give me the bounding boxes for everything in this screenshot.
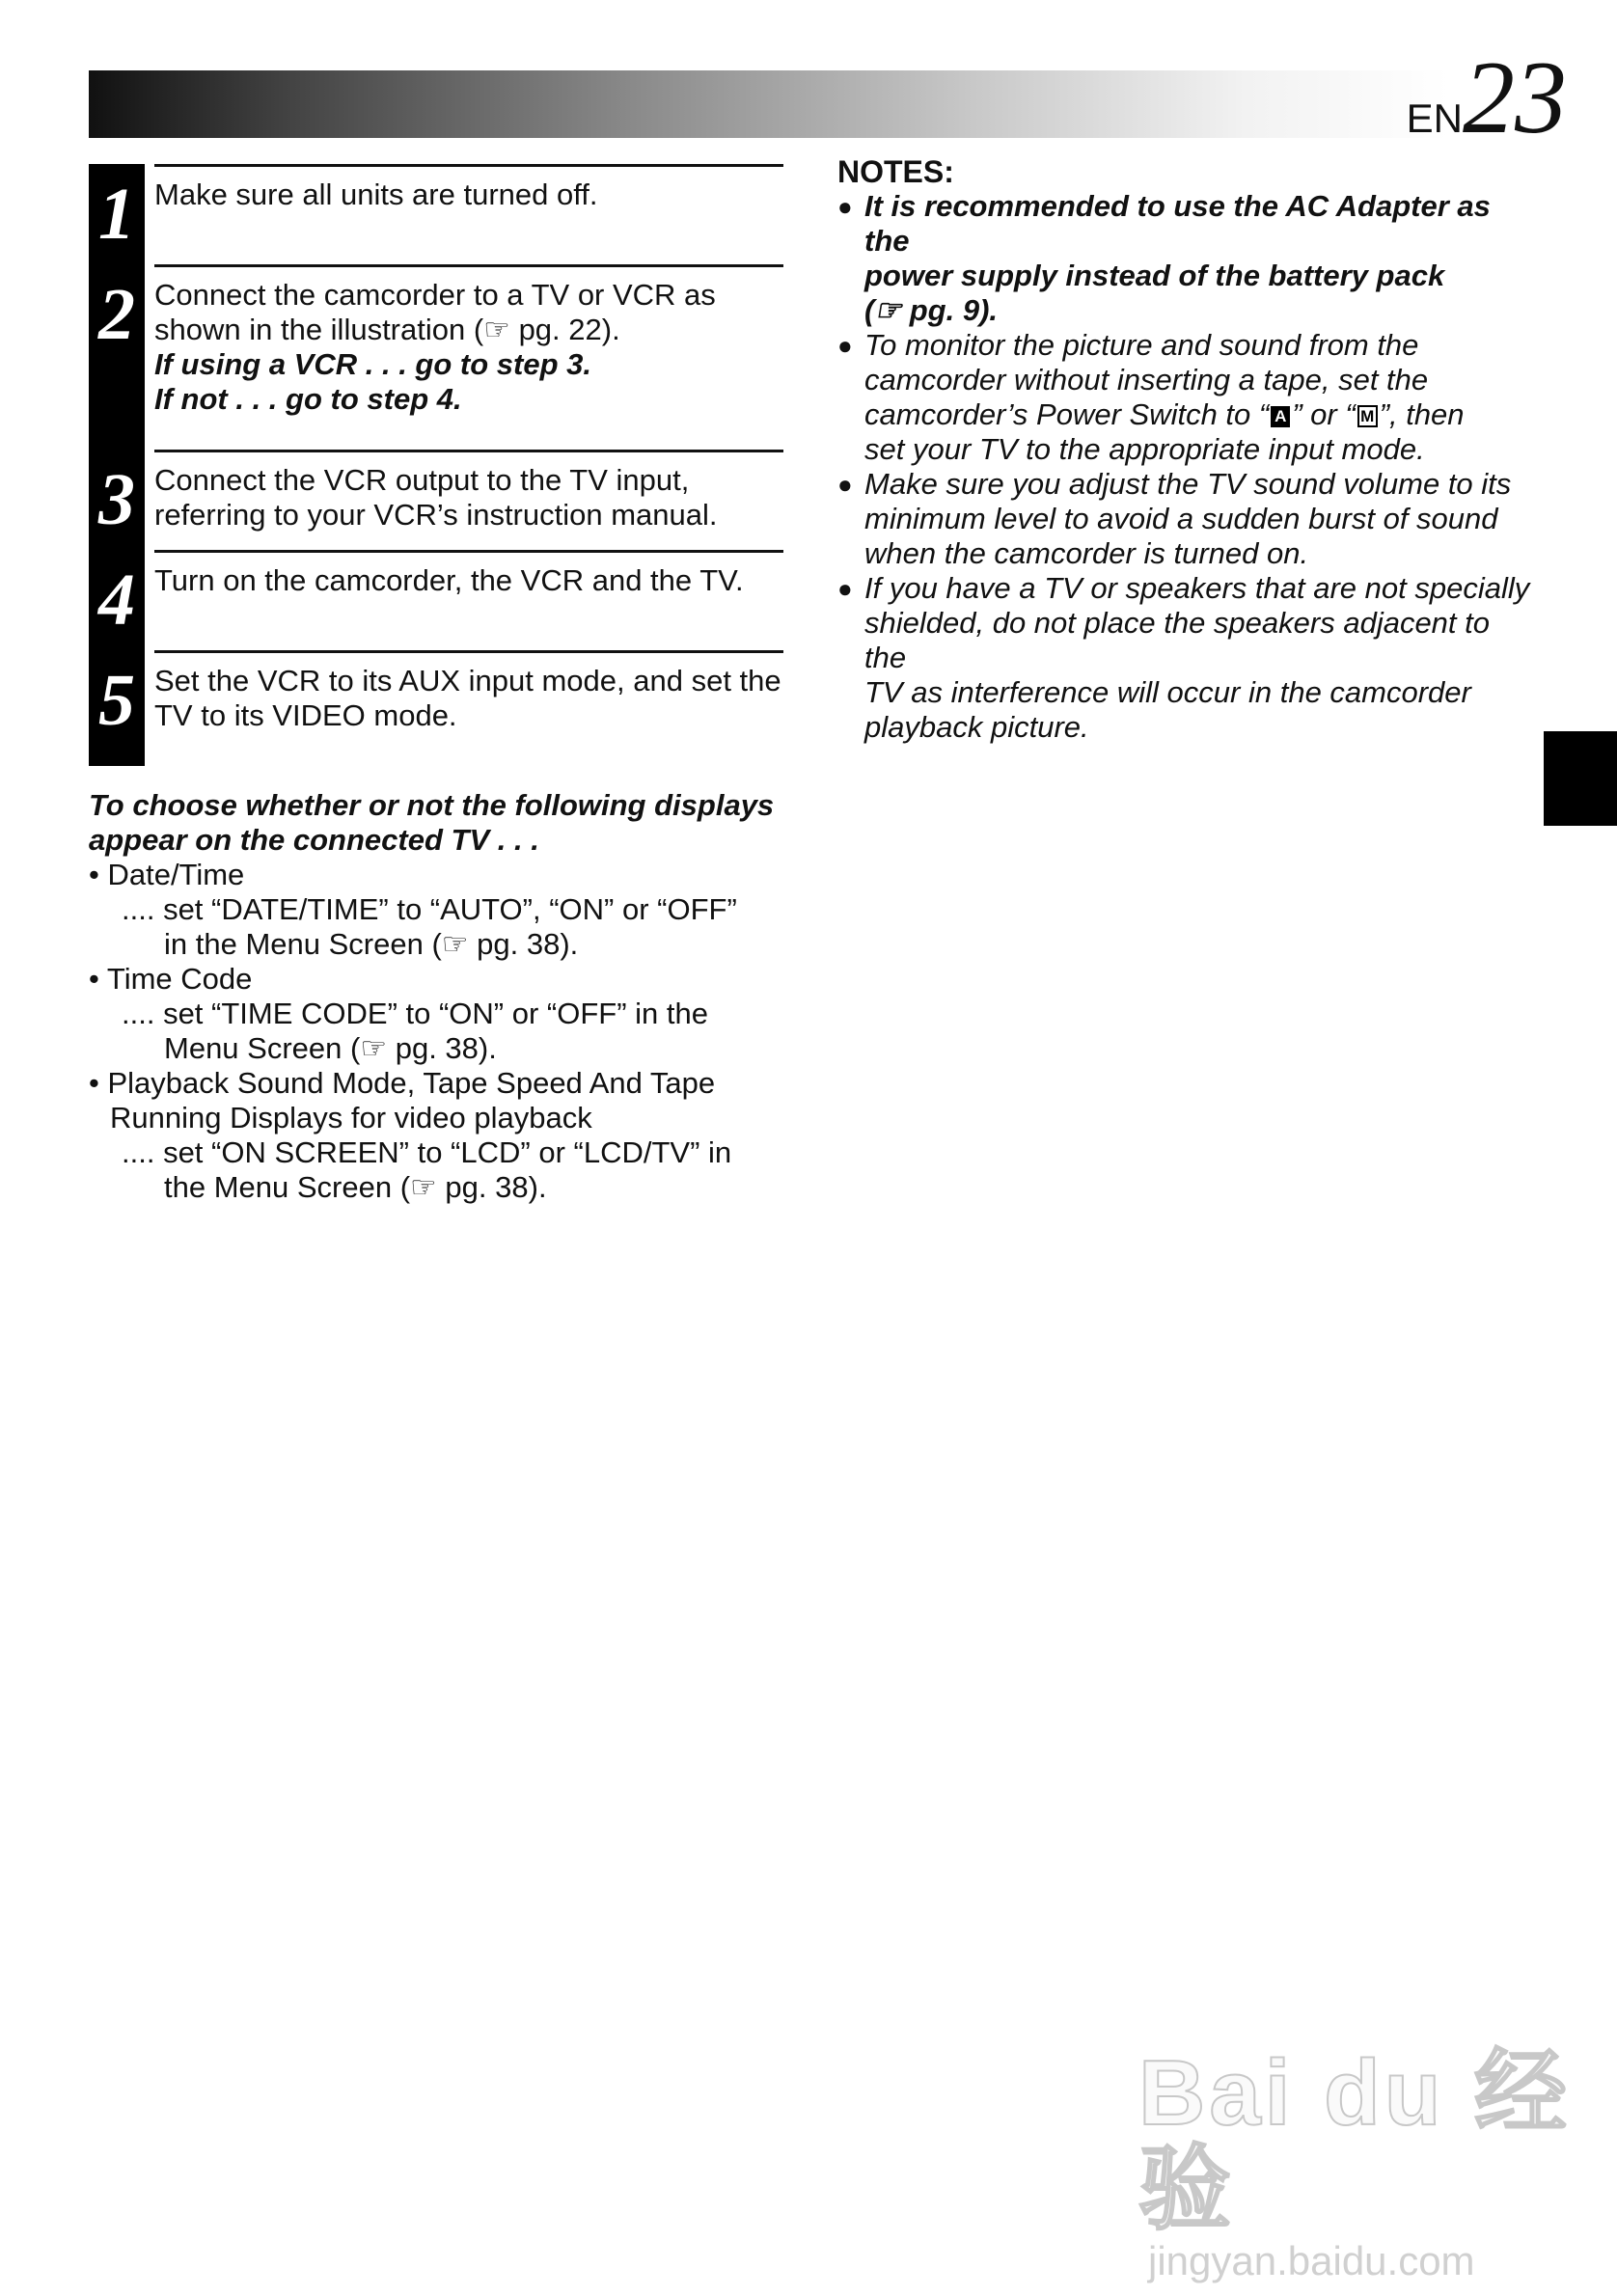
step-branch-note: If not . . . go to step 4. bbox=[154, 382, 462, 416]
page-number bbox=[1406, 41, 1567, 155]
display-item-label: • Time Code bbox=[89, 962, 253, 996]
step-line: referring to your VCR’s instruction manual. bbox=[154, 498, 718, 532]
bullet-icon: ● bbox=[837, 192, 853, 221]
step-line: shown in the illustration (☞ pg. 22). bbox=[154, 313, 620, 346]
note-item bbox=[837, 189, 1532, 328]
display-options-heading: appear on the connected TV . . . bbox=[89, 823, 539, 857]
note-line: set your TV to the appropriate input mode. bbox=[864, 432, 1425, 466]
step-text bbox=[154, 178, 783, 212]
note-line: (☞ pg. 9). bbox=[864, 293, 999, 327]
step-divider bbox=[154, 650, 783, 653]
step-divider bbox=[154, 450, 783, 452]
manual-mode-icon: M bbox=[1357, 405, 1378, 427]
step-number: 5 bbox=[98, 660, 135, 741]
step-line: Make sure all units are turned off. bbox=[154, 178, 598, 211]
bullet-icon: ● bbox=[837, 574, 853, 603]
step-branch-note: If using a VCR . . . go to step 3. bbox=[154, 347, 591, 381]
display-item-action: the Menu Screen (☞ pg. 38). bbox=[164, 1170, 547, 1204]
step-number: 4 bbox=[98, 560, 135, 641]
step-4 bbox=[89, 550, 783, 650]
note-line: It is recommended to use the AC Adapter as the bbox=[864, 189, 1491, 258]
step-1 bbox=[89, 164, 783, 264]
page-lang: EN bbox=[1406, 96, 1463, 141]
notes-title: NOTES: bbox=[837, 154, 954, 189]
display-item-label: • Playback Sound Mode, Tape Speed And Tape bbox=[89, 1066, 716, 1100]
page-number-value: 23 bbox=[1463, 41, 1567, 155]
header-gradient-bar bbox=[89, 70, 1449, 138]
bullet-icon: ● bbox=[837, 331, 853, 360]
auto-mode-icon: A bbox=[1271, 406, 1290, 427]
baidu-watermark bbox=[1138, 2041, 1617, 2284]
note-line: power supply instead of the battery pack bbox=[864, 259, 1445, 292]
step-line: TV to its VIDEO mode. bbox=[154, 698, 457, 732]
step-text bbox=[154, 278, 783, 417]
note-line bbox=[864, 397, 1532, 432]
note-line: playback picture. bbox=[864, 710, 1089, 744]
step-divider bbox=[154, 550, 783, 553]
note-item bbox=[837, 571, 1532, 745]
step-divider bbox=[154, 164, 783, 167]
step-line: Set the VCR to its AUX input mode, and set the bbox=[154, 664, 781, 697]
display-item-label: Running Displays for video playback bbox=[110, 1101, 592, 1134]
step-line: Connect the VCR output to the TV input, bbox=[154, 463, 690, 497]
display-item-action: .... set “ON SCREEN” to “LCD” or “LCD/TV” in bbox=[122, 1135, 732, 1169]
step-number: 2 bbox=[98, 274, 135, 355]
note-line: shielded, do not place the speakers adjacent to the bbox=[864, 606, 1491, 674]
step-text bbox=[154, 463, 783, 533]
note-line: when the camcorder is turned on. bbox=[864, 536, 1309, 570]
note-text: camcorder’s Power Switch to “ bbox=[864, 397, 1270, 431]
note-line: TV as interference will occur in the camcorder bbox=[864, 675, 1471, 709]
display-item-label: • Date/Time bbox=[89, 858, 245, 891]
display-item-action: .... set “TIME CODE” to “ON” or “OFF” in the bbox=[122, 997, 708, 1030]
note-line: To monitor the picture and sound from the bbox=[864, 328, 1419, 362]
steps-list bbox=[89, 164, 783, 766]
note-item bbox=[837, 328, 1532, 467]
step-divider bbox=[154, 264, 783, 267]
watermark-url: jingyan.baidu.com bbox=[1148, 2238, 1475, 2283]
step-2 bbox=[89, 264, 783, 450]
display-options-section bbox=[89, 788, 803, 1205]
note-line: If you have a TV or speakers that are not specially bbox=[864, 571, 1530, 605]
bullet-icon: ● bbox=[837, 470, 853, 499]
section-tab-marker bbox=[1544, 731, 1617, 826]
note-line: camcorder without inserting a tape, set the bbox=[864, 363, 1429, 396]
display-item-action: Menu Screen (☞ pg. 38). bbox=[164, 1031, 497, 1065]
step-number: 3 bbox=[98, 459, 135, 540]
display-item-action: in the Menu Screen (☞ pg. 38). bbox=[164, 927, 579, 961]
step-line: Connect the camcorder to a TV or VCR as bbox=[154, 278, 716, 312]
step-text bbox=[154, 664, 783, 733]
display-options-heading: To choose whether or not the following displays bbox=[89, 788, 775, 822]
note-text: ”, then bbox=[1379, 397, 1465, 431]
note-line: minimum level to avoid a sudden burst of sound bbox=[864, 502, 1498, 535]
note-line: Make sure you adjust the TV sound volume to its bbox=[864, 467, 1512, 501]
step-5 bbox=[89, 650, 783, 766]
watermark-logo: Bai du 经验 bbox=[1138, 2041, 1572, 2241]
notes-section bbox=[837, 154, 1532, 745]
step-line: Turn on the camcorder, the VCR and the TV. bbox=[154, 563, 744, 597]
step-3 bbox=[89, 450, 783, 550]
step-number: 1 bbox=[98, 174, 135, 255]
display-item-action: .... set “DATE/TIME” to “AUTO”, “ON” or “OFF” bbox=[122, 892, 737, 926]
note-item bbox=[837, 467, 1532, 571]
step-text bbox=[154, 563, 783, 598]
note-text: ” or “ bbox=[1292, 397, 1356, 431]
